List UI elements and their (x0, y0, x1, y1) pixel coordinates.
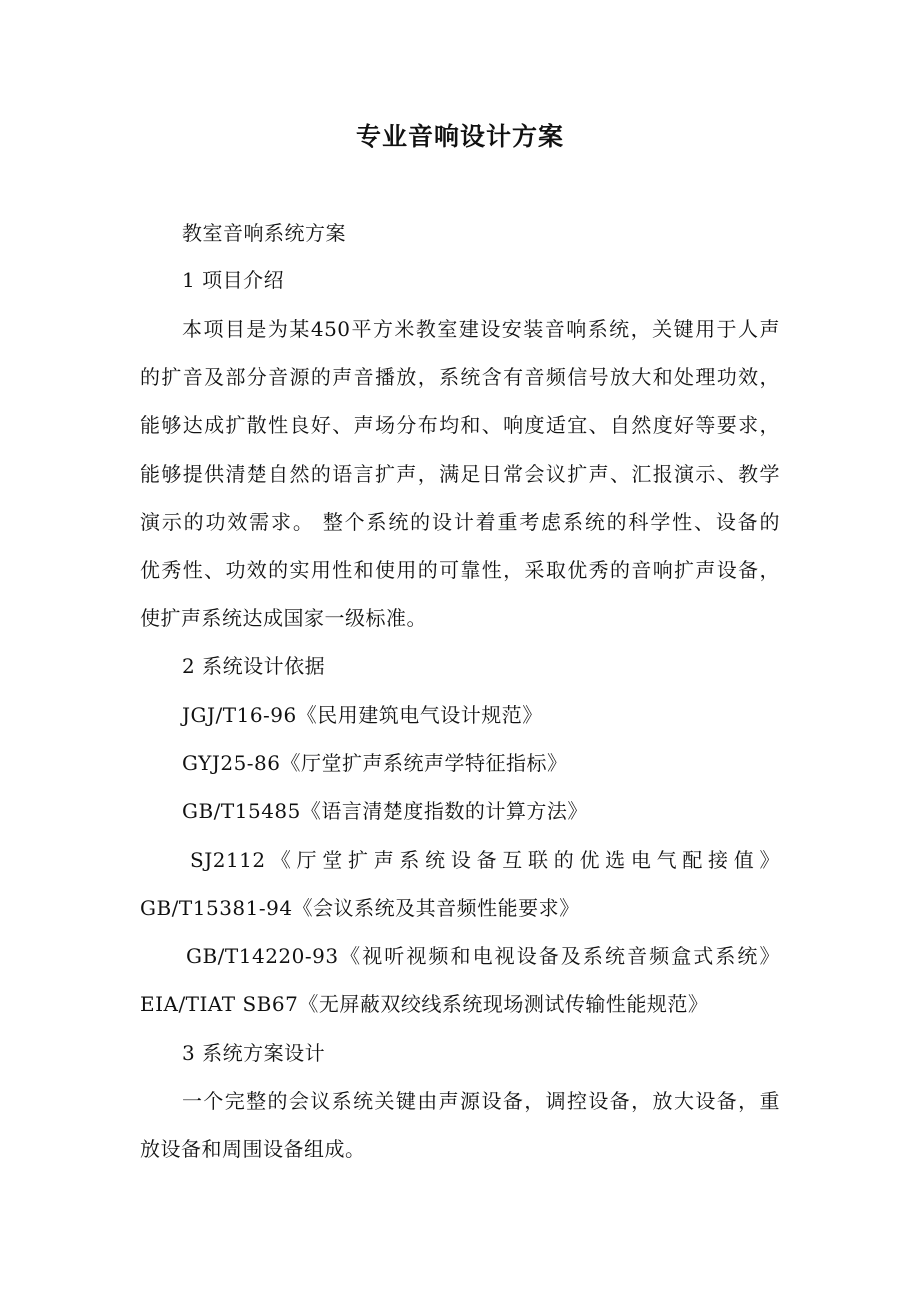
reference-item: EIA/TIAT SB67《无屏蔽双绞线系统现场测试传输性能规范》 (140, 992, 709, 1016)
section-heading-2: 2 系统设计依据 (182, 654, 326, 678)
paragraph-line: 一个完整的会议系统关键由声源设备，调控设备，放大设备，重 (182, 1089, 780, 1113)
reference-item: SJ2112《厅堂扩声系统设备互联的优选电气配接值》 (190, 848, 780, 872)
paragraph-line: 能够达成扩散性良好、声场分布均和、响度适宜、自然度好等要求， (140, 413, 780, 437)
section-heading-1: 1 项目介绍 (182, 268, 285, 292)
paragraph-line: 能够提供清楚自然的语言扩声，满足日常会议扩声、汇报演示、教学 (140, 462, 780, 486)
section-heading-3: 3 系统方案设计 (182, 1041, 326, 1065)
reference-item: GB/T15485《语言清楚度指数的计算方法》 (182, 799, 588, 823)
paragraph-line: 优秀性、功效的实用性和使用的可靠性，采取优秀的音响扩声设备， (140, 558, 780, 582)
reference-item: GB/T14220-93《视听视频和电视设备及系统音频盒式系统》 (186, 944, 780, 968)
reference-item: JGJ/T16-96《民用建筑电气设计规范》 (182, 703, 543, 727)
reference-item: GB/T15381-94《会议系统及其音频性能要求》 (140, 896, 580, 920)
paragraph-line: 使扩声系统达成国家一级标准。 (140, 606, 427, 630)
section-heading-classroom: 教室音响系统方案 (182, 221, 346, 245)
paragraph-line: 放设备和周围设备组成。 (140, 1137, 366, 1161)
document-title: 专业音响设计方案 (355, 122, 564, 151)
reference-item: GYJ25-86《厅堂扩声系统声学特征指标》 (182, 751, 568, 775)
paragraph-line: 演示的功效需求。 整个系统的设计着重考虑系统的科学性、设备的 (140, 510, 780, 534)
paragraph-line: 的扩音及部分音源的声音播放，系统含有音频信号放大和处理功效， (140, 365, 780, 389)
paragraph-line: 本项目是为某450平方米教室建设安装音响系统，关键用于人声 (182, 317, 780, 341)
